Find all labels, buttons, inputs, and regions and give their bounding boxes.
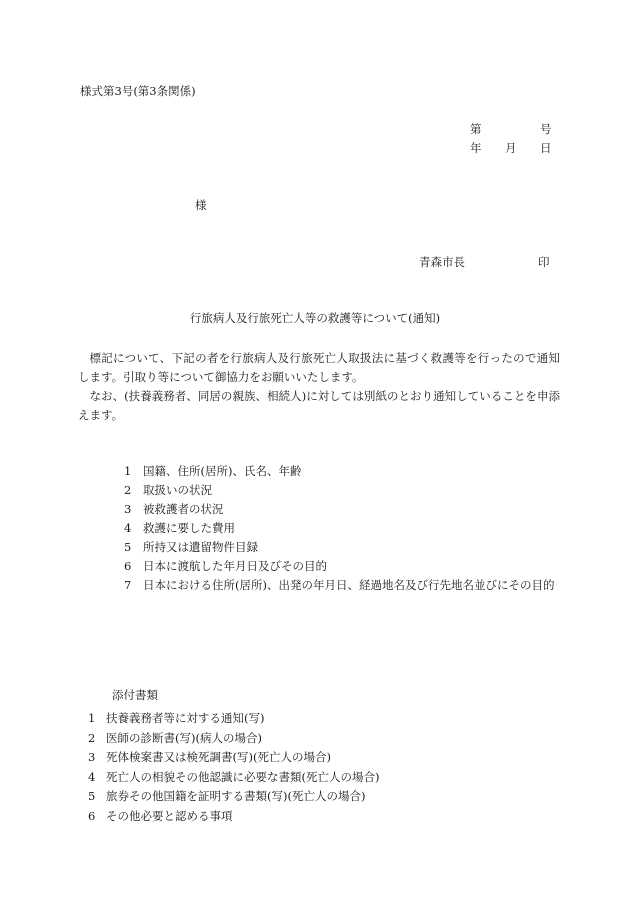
list-item [124,481,564,500]
item-text: 所持又は遺留物件目録 [143,540,258,554]
item-text: 救護に要した費用 [143,521,235,535]
date-month-label: 月 [505,141,517,155]
body-paragraph-2: なお、(扶養義務者、同居の親族、相続人)に対しては別紙のとおり通知していることを申添えます。 [78,389,560,422]
list-item [124,576,564,595]
document-number-label: 第 [470,122,482,136]
list-item [124,557,564,576]
document-title: 行旅病人及行旅死亡人等の救護等について(通知) [189,311,441,325]
item-text: 取扱いの状況 [143,483,212,497]
attachment-text: 扶養義務者等に対する通知(写) [106,711,265,725]
item-number: 3 [124,502,132,516]
attachment-number: 6 [88,808,96,823]
body-paragraph-1: 標記について、下記の者を行旅病人及行旅死亡人取扱法に基づく救護等を行ったので通知します。引取り等について御協力をお願いいたします。 [78,351,560,384]
attachment-number: 4 [88,769,96,784]
list-item [124,538,564,557]
item-number: 4 [124,521,132,535]
attachment-item [88,768,379,788]
item-number: 6 [124,559,132,573]
attachment-number: 1 [88,711,96,725]
form-number: 様式第3号(第3条関係) [80,84,196,98]
list-item [124,519,564,538]
attachment-number: 3 [88,750,96,764]
item-number: 7 [124,578,132,592]
attachment-text: 旅券その他国籍を証明する書類(写)(死亡人の場合) [106,789,366,803]
list-item [124,462,564,481]
attachment-text: 死体検案書又は検死調書(写)(死亡人の場合) [106,750,331,764]
sender-name: 青森市長 [419,255,465,269]
date-year-label: 年 [470,141,482,155]
attachment-item [88,787,379,807]
attachment-text: その他必要と認める事項 [106,808,233,823]
attachment-number: 2 [88,730,96,745]
attachment-item [88,748,379,768]
attachment-item [88,709,379,729]
item-text: 日本における住所(居所)、出発の年月日、経過地名及び行先地名並びにその目的 [143,578,555,592]
item-number: 5 [124,540,132,554]
attachments-list [88,709,379,826]
item-list [124,462,564,595]
item-text: 日本に渡航した年月日及びその目的 [143,559,327,573]
attachments-heading: 添付書類 [112,688,158,702]
attachment-item [88,729,379,749]
addressee-honorific: 様 [195,198,207,212]
seal-mark: 印 [538,255,550,269]
item-text: 国籍、住所(居所)、氏名、年齢 [143,464,302,478]
item-number: 1 [124,464,132,478]
item-text: 被救護者の状況 [143,502,224,516]
document-number-suffix: 号 [540,122,552,136]
date-day-label: 日 [540,141,552,155]
item-number: 2 [124,483,132,497]
attachment-number: 5 [88,789,96,803]
attachment-item [88,807,379,827]
list-item [124,500,564,519]
attachment-text: 医師の診断書(写)(病人の場合) [106,730,262,745]
attachment-text: 死亡人の相貌その他認識に必要な書類(死亡人の場合) [106,769,380,784]
